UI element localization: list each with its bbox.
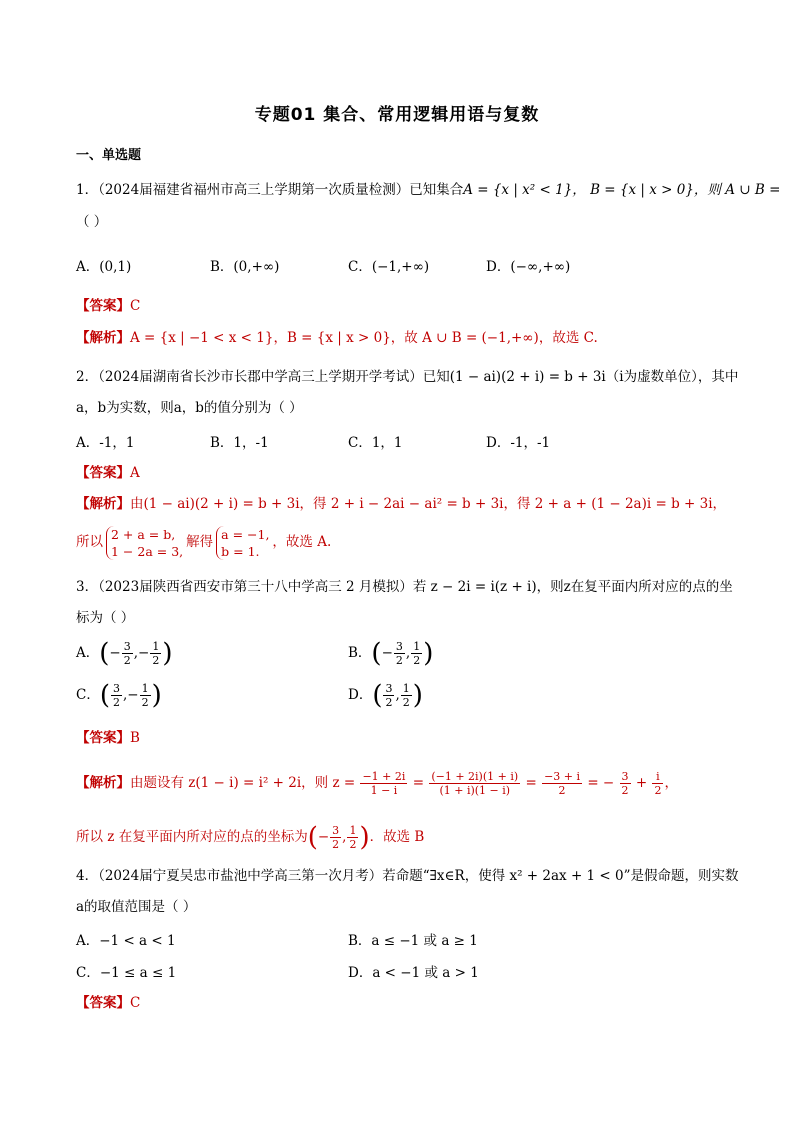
answer-tag: 【答案】 [76, 465, 130, 481]
fraction: $\frac{3}{2}$ [123, 640, 131, 667]
q1-answer-value: C [130, 298, 141, 314]
q2-option-b: B．1，-1 [210, 435, 269, 451]
fraction: $\frac{1}{2}$ [349, 824, 357, 851]
fraction: $\frac{1}{2}$ [413, 640, 421, 667]
q4-answer-value: C [130, 995, 141, 1011]
q1-answer [76, 296, 726, 316]
q1-blank: （ ） [76, 214, 108, 230]
q2-analysis-line1 [76, 494, 726, 514]
q3-coordinate-text: 所以 z 在复平面内所对应的点的坐标为 [76, 829, 308, 845]
fraction: $\frac{-1 + 2i}{1 - i}$ [362, 770, 406, 797]
q1-option-a: A．(0,1) [76, 259, 132, 275]
q1-stem [76, 180, 781, 200]
q2-stem-line2: a，b为实数，则a，b的值分别为（ ） [76, 400, 303, 416]
q2-answer-value: A [130, 465, 140, 481]
fraction: $\frac{1}{2}$ [152, 640, 160, 667]
q2-stem-line1: 2．（2024届湖南省长沙市长郡中学高三上学期开学考试）已知(1 − ai)(2 + i) = b + 3i（i为虚数单位），其中 [76, 369, 739, 385]
q2-solution-system [216, 526, 269, 560]
analysis-tag: 【解析】 [76, 496, 130, 512]
answer-tag: 【答案】 [76, 730, 130, 746]
q4-option-b: B．a ≤ −1 或 a ≥ 1 [348, 933, 478, 949]
q3-analysis-line2: 所以 z 在复平面内所对应的点的坐标为(− $\frac{3}{2}$ , $\frac{1}{2}$ )．故选 B [76, 822, 425, 853]
q2-so-text: 所以 [76, 534, 103, 550]
q1-union: ，则 A ∪ B = [693, 182, 781, 198]
sign: − [138, 645, 150, 661]
section-heading: 一、单选题 [76, 148, 142, 163]
q2-option-d: D．-1，-1 [486, 435, 551, 451]
fraction: $\frac{3}{2}$ [385, 682, 393, 709]
q2-analysis-text: 由(1 − ai)(2 + i) = b + 3i，得 2 + i − 2ai − ai² = b + 3i，得 2 + a + (1 − 2a)i = b + 3i， [130, 496, 727, 512]
q3-option-b: B．(− $\frac{3}{2}$ , $\frac{1}{2}$ ) [348, 638, 434, 669]
sign: − [381, 645, 393, 661]
q3-answer-value: B [130, 730, 140, 746]
q4-stem-line2: a的取值范围是（ ） [76, 899, 197, 915]
q4-option-a: A．−1 < a < 1 [76, 933, 176, 949]
fraction: $\frac{1}{2}$ [141, 682, 149, 709]
sign: − [109, 645, 121, 661]
q4-stem-line1: 4．（2024届宁夏吴忠市盐池中学高三第一次月考）若命题“∃x∈R，使得 x² + 2ax + 1 < 0”是假命题，则实数 [76, 868, 739, 884]
q2-option-c: C．1，1 [348, 435, 403, 451]
q2-sol2: b = 1. [221, 543, 260, 559]
q4-option-c: C．−1 ≤ a ≤ 1 [76, 965, 177, 981]
fraction: $\frac{3}{2}$ [621, 770, 629, 797]
option-label: B． [348, 645, 372, 661]
q4-answer [76, 993, 726, 1013]
q2-analysis-line2 [76, 524, 726, 560]
q1-option-b: B．(0,+∞) [210, 259, 280, 275]
q2-option-a: A．-1，1 [76, 435, 135, 451]
q2-eq2: 1 − 2a = 3, [111, 543, 184, 559]
option-label: C． [76, 687, 100, 703]
q3-answer [76, 728, 726, 748]
fraction: $\frac{(-1 + 2i)(1 + i)}{(1 + i)(1 - i)}$ [431, 770, 519, 797]
q2-answer [76, 463, 726, 483]
q1-option-c: C．(−1,+∞) [348, 259, 430, 275]
q3-option-d: D．( $\frac{3}{2}$ , $\frac{1}{2}$ ) [348, 680, 423, 711]
q3-choice-text: ．故选 B [369, 829, 425, 845]
page-title: 专题01 集合、常用逻辑用语与复数 [254, 105, 540, 125]
q2-solve-text: 解得 [186, 534, 214, 550]
q2-choice-text: ，故选 A. [272, 534, 332, 550]
q3-analysis-text: 由题设有 z(1 − i) = i² + 2i，则 z = [130, 775, 356, 791]
q3-option-a: A．(− $\frac{3}{2}$ ,− $\frac{1}{2}$ ) [76, 638, 173, 669]
q3-stem-line2: 标为（ ） [76, 610, 135, 626]
q2-sol1: a = −1, [221, 526, 270, 542]
q4-option-d: D．a < −1 或 a > 1 [348, 965, 479, 981]
option-label: D． [348, 687, 373, 703]
q3-stem-line1: 3．（2023届陕西省西安市第三十八中学高三 2 月模拟）若 z − 2i = i(z + i)，则z在复平面内所对应的点的坐 [76, 579, 733, 595]
option-label: A． [76, 645, 100, 661]
analysis-tag: 【解析】 [76, 330, 130, 346]
fraction: $\frac{3}{2}$ [113, 682, 120, 709]
sign: − [127, 687, 139, 703]
q1-set-a: A = {x | x² < 1} [463, 182, 573, 198]
q1-set-b: ， B = {x | x > 0} [572, 182, 694, 198]
q2-equation-system [106, 526, 183, 560]
fraction: $\frac{3}{2}$ [332, 824, 340, 851]
q2-eq1: 2 + a = b, [111, 526, 176, 542]
fraction: $\frac{i}{2}$ [654, 770, 662, 797]
answer-tag: 【答案】 [76, 298, 130, 314]
fraction: $\frac{1}{2}$ [402, 682, 410, 709]
fraction: $\frac{3}{2}$ [395, 640, 403, 667]
analysis-tag: 【解析】 [76, 775, 130, 791]
q3-option-c: C．( $\frac{3}{2}$ ,− $\frac{1}{2}$ ) [76, 680, 162, 711]
q3-analysis-line1: 【解析】由题设有 z(1 − i) = i² + 2i，则 z = $\frac{-1 + 2i}{1 - i}$ = $\frac{(-1 + 2i)(1 + i)}{(1 + i)(1 - i)}$ = $\frac{-3 + i}{2}$ = − $\frac{3}{2}$ + $\frac{i}{2}$ ， [76, 770, 678, 797]
answer-tag: 【答案】 [76, 995, 130, 1011]
q1-stem-text: 1．（2024届福建省福州市高三上学期第一次质量检测）已知集合 [76, 182, 464, 198]
q1-analysis-text: A = {x | −1 < x < 1}，B = {x | x > 0}，故 A ∪ B = (−1,+∞)，故选 C. [130, 330, 598, 346]
q1-option-d: D．(−∞,+∞) [486, 259, 571, 275]
q1-analysis [76, 328, 726, 348]
fraction: $\frac{-3 + i}{2}$ [544, 770, 581, 797]
